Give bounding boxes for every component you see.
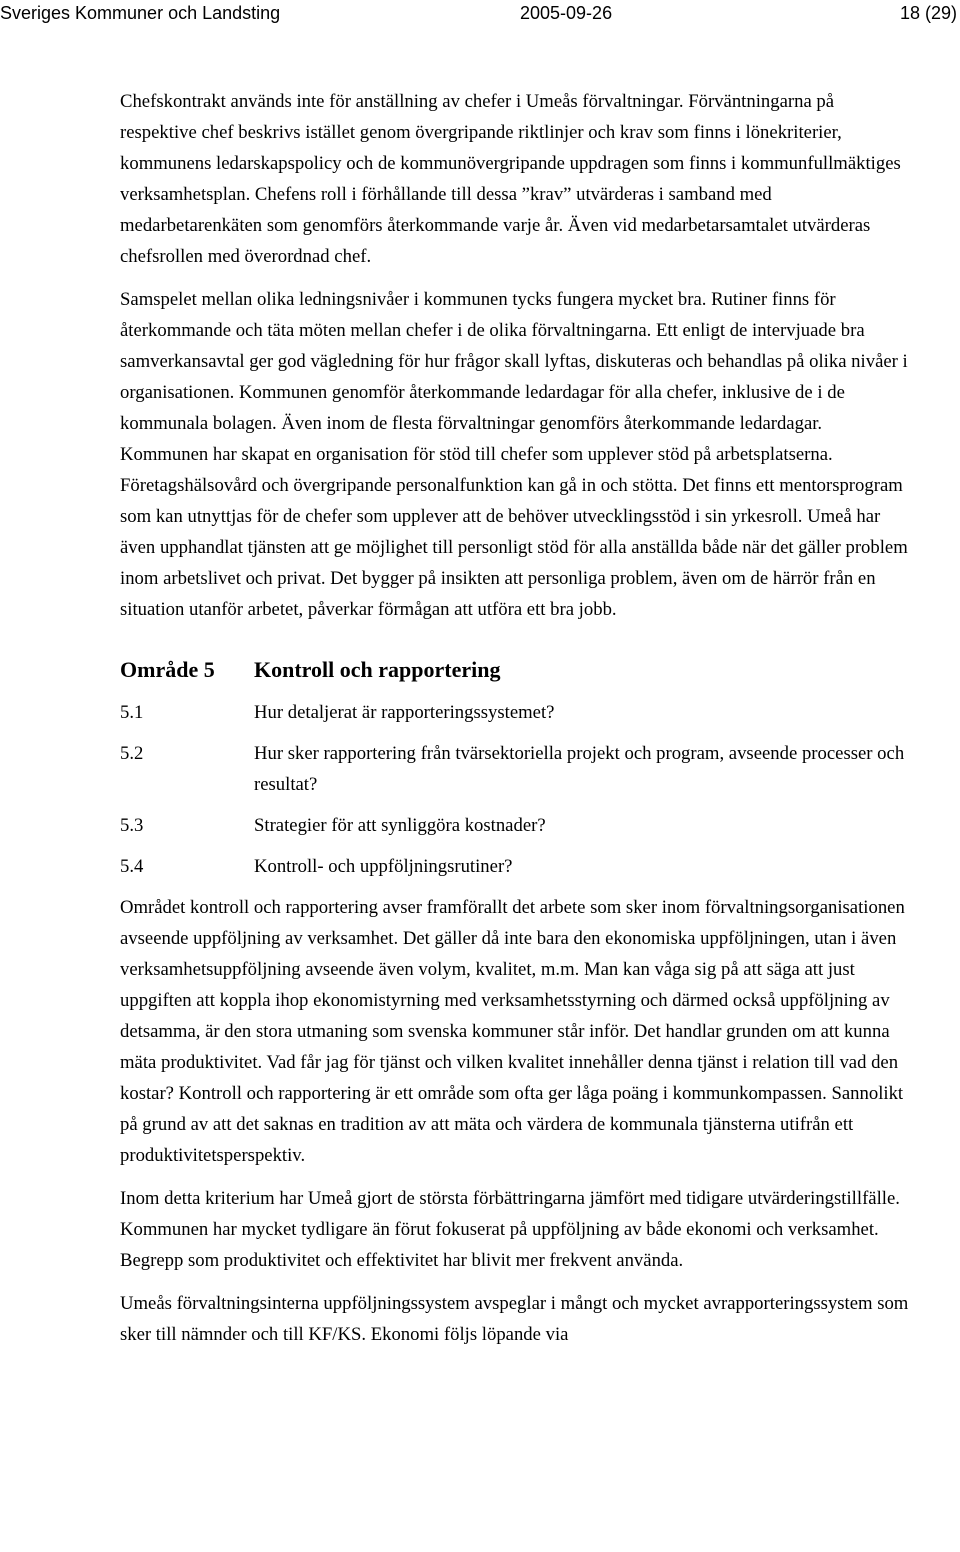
paragraph: Området kontroll och rapportering avser framförallt det arbete som sker inom förvaltningsorganisationen avseende uppföljning av verksamhet. Det gäller då inte bara den ekonomiska uppföljningen, utan i även verksamhetsuppföljning avseende även volym, kvalitet, m.m. Man kan våga sig på att säga att just uppgiften att koppla ihop ekonomistyrning med verksamhetsstyrning och därmed också uppföljning av detsamma, är den stora utmaning som svenska kommuner står inför. Det handlar grunden om att kunna mäta produktivitet. Vad får jag för tjänst och vilken kvalitet innehåller denna tjänst i relation till vad den kostar? Kontroll och rapportering är ett område som ofta ger låga poäng i kommunkompassen. Sannolikt på grund av att det saknas en tradition av att mäta och värdera de kommunala tjänsterna utifrån ett produktivitetsperspektiv.	[120, 897, 905, 1166]
question-number: 5.4	[120, 856, 144, 877]
question-number: 5.2	[120, 743, 144, 764]
question-text: Hur detaljerat är rapporteringssystemet?	[254, 702, 555, 723]
section-title: Kontroll och rapportering	[254, 657, 501, 682]
page-header	[0, 0, 960, 26]
question-text: Hur sker rapportering från tvärsektoriella projekt och program, avseende processer och resultat?	[254, 743, 905, 795]
header-organization: Sveriges Kommuner och Landsting	[0, 3, 281, 23]
paragraph: Umeås förvaltningsinterna uppföljningssystem avspeglar i mångt och mycket avrapporteringssystem som sker till nämnder och till KF/KS. Ekonomi följs löpande via	[120, 1293, 909, 1345]
section-heading	[120, 655, 910, 685]
paragraph: Samspelet mellan olika ledningsnivåer i kommunen tycks fungera mycket bra. Rutiner finns för återkommande och täta möten mellan chefer i de olika förvaltningarna. Ett enligt de intervjuade bra samverkansavtal ger god vägledning för hur frågor skall lyftas, diskuteras och behandlas på olika nivåer i organisationen. Kommunen genomför återkommande ledardagar för alla chefer, inklusive de i de kommunala bolagen. Även inom de flesta förvaltningar genomförs återkommande ledardagar. Kommunen har skapat en organisation för stöd till chefer som upplever stöd på arbetsplatserna. Företagshälsovård och övergripande personalfunktion kan gå in och stötta. Det finns ett mentorsprogram som kan utnyttjas för de chefer som upplever att de behöver utvecklingsstöd i sin yrkesroll. Umeå har även upphandlat tjänsten att ge möjlighet till personligt stöd för alla anställda både när det gäller problem inom arbetslivet och privat. Det bygger på insikten att personliga problem, även om de härrör från en situation utanför arbetet, påverkar förmågan att utföra ett bra jobb.	[120, 289, 908, 620]
header-date: 2005-09-26	[520, 3, 613, 23]
question-number: 5.3	[120, 815, 144, 836]
question-item	[120, 738, 910, 800]
section-number: Område 5	[120, 657, 215, 682]
document-body	[120, 86, 910, 1350]
question-text: Kontroll- och uppföljningsrutiner?	[254, 856, 513, 877]
question-number: 5.1	[120, 702, 144, 723]
question-item	[120, 851, 910, 882]
question-item	[120, 810, 910, 841]
question-item	[120, 697, 910, 728]
header-page-number: 18 (29)	[899, 3, 957, 23]
paragraph: Chefskontrakt används inte för anställning av chefer i Umeås förvaltningar. Förväntningarna på respektive chef beskrivs istället genom övergripande riktlinjer och krav som finns i lönekriterier, kommunens ledarskapspolicy och de kommunövergripande uppdragen som finns i kommunfullmäktiges verksamhetsplan. Chefens roll i förhållande till dessa ”krav” utvärderas i samband med medarbetarenkäten som genomförs återkommande varje år. Även vid medarbetarsamtalet utvärderas chefsrollen med överordnad chef.	[120, 91, 901, 267]
question-text: Strategier för att synliggöra kostnader?	[254, 815, 546, 836]
paragraph: Inom detta kriterium har Umeå gjort de största förbättringarna jämfört med tidigare utvärderingstillfälle. Kommunen har mycket tydligare än förut fokuserat på uppföljning av både ekonomi och verksamhet. Begrepp som produktivitet och effektivitet har blivit mer frekvent använda.	[120, 1188, 900, 1271]
